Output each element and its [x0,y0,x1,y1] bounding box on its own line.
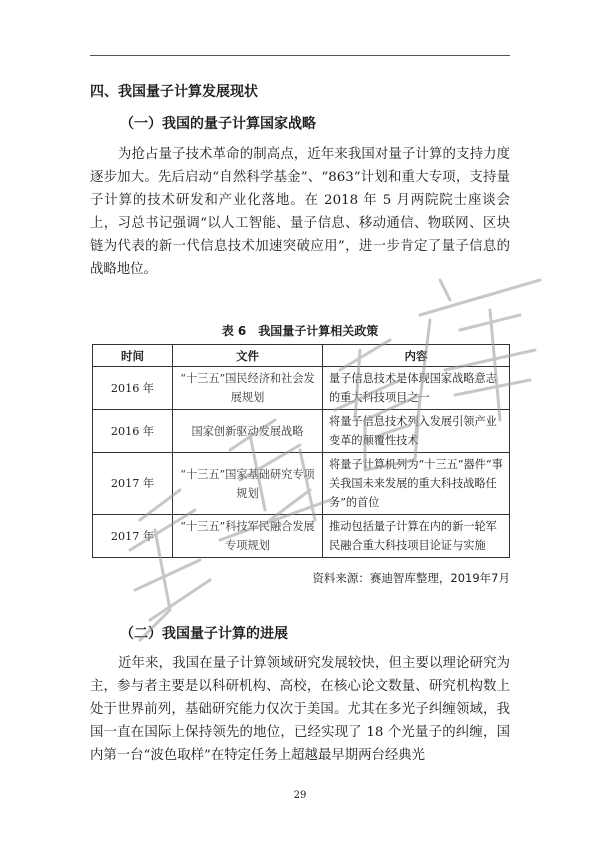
header-document: 文件 [173,345,323,367]
paragraph-progress: 近年来，我国在量子计算领域研究发展较快，但主要以理论研究为主，参与者主要是以科研机构、高校，在核心论文数量、研究机构数上处于世界前列，基础研究能力仅次于美国。尤其在多光子纠缠领域，我国一直在国际上保持领先的地位，已经实现了 18 个光量子的纠缠，国内第一台“波色取样”在特定任务上超越最早期两台经典光 [90,656,510,763]
cell-document: “十三五”国家基础研究专项规划 [173,453,323,515]
table-row [93,367,510,410]
table-source-note: 资料来源：赛迪智库整理，2019年7月 [312,571,510,585]
subsection-title-strategy: （一）我国的量子计算国家战略 [120,116,316,132]
table-caption: 表 6 我国量子计算相关政策 [221,324,379,338]
cell-year: 2017 年 [93,453,173,515]
page-number: 29 [293,790,307,801]
header-content: 内容 [323,345,510,367]
cell-content: 将量子信息技术列入发展引领产业变革的颠覆性技术 [323,410,510,453]
cell-content: 将量子计算机列为“十三五”器件“事关我国未来发展的重大科技战略任务”的首位 [323,453,510,515]
policy-table [92,344,510,558]
cell-document: “十三五”国民经济和社会发展规划 [173,367,323,410]
cell-content: 量子信息技术是体现国家战略意志的重大科技项目之一 [323,367,510,410]
header-rule [90,55,510,56]
subsection-title-progress: （二）我国量子计算的进展 [120,626,288,642]
cell-year: 2016 年 [93,410,173,453]
cell-document: 国家创新驱动发展战略 [173,410,323,453]
table-header-row [93,345,510,367]
cell-year: 2017 年 [93,515,173,558]
cell-year: 2016 年 [93,367,173,410]
table-row [93,515,510,558]
section-title: 四、我国量子计算发展现状 [90,84,258,100]
table-row [93,453,510,515]
table-row [93,410,510,453]
cell-document: “十三五”科技军民融合发展专项规划 [173,515,323,558]
header-time: 时间 [93,345,173,367]
paragraph-strategy: 为抢占量子技术革命的制高点，近年来我国对量子计算的支持力度逐步加大。先后启动“自然科学基金”、“863”计划和重大专项，支持量子计算的技术研发和产业化落地。在 2018 年 5 月两院院士座谈会上，习总书记强调“以人工智能、量子信息、移动通信、物联网、区块链为代表的新一代信息技术加速突破应用”，进一步肯定了量子信息的战略地位。 [90,147,510,277]
cell-content: 推动包括量子计算在内的新一轮军民融合重大科技项目论证与实施 [323,515,510,558]
